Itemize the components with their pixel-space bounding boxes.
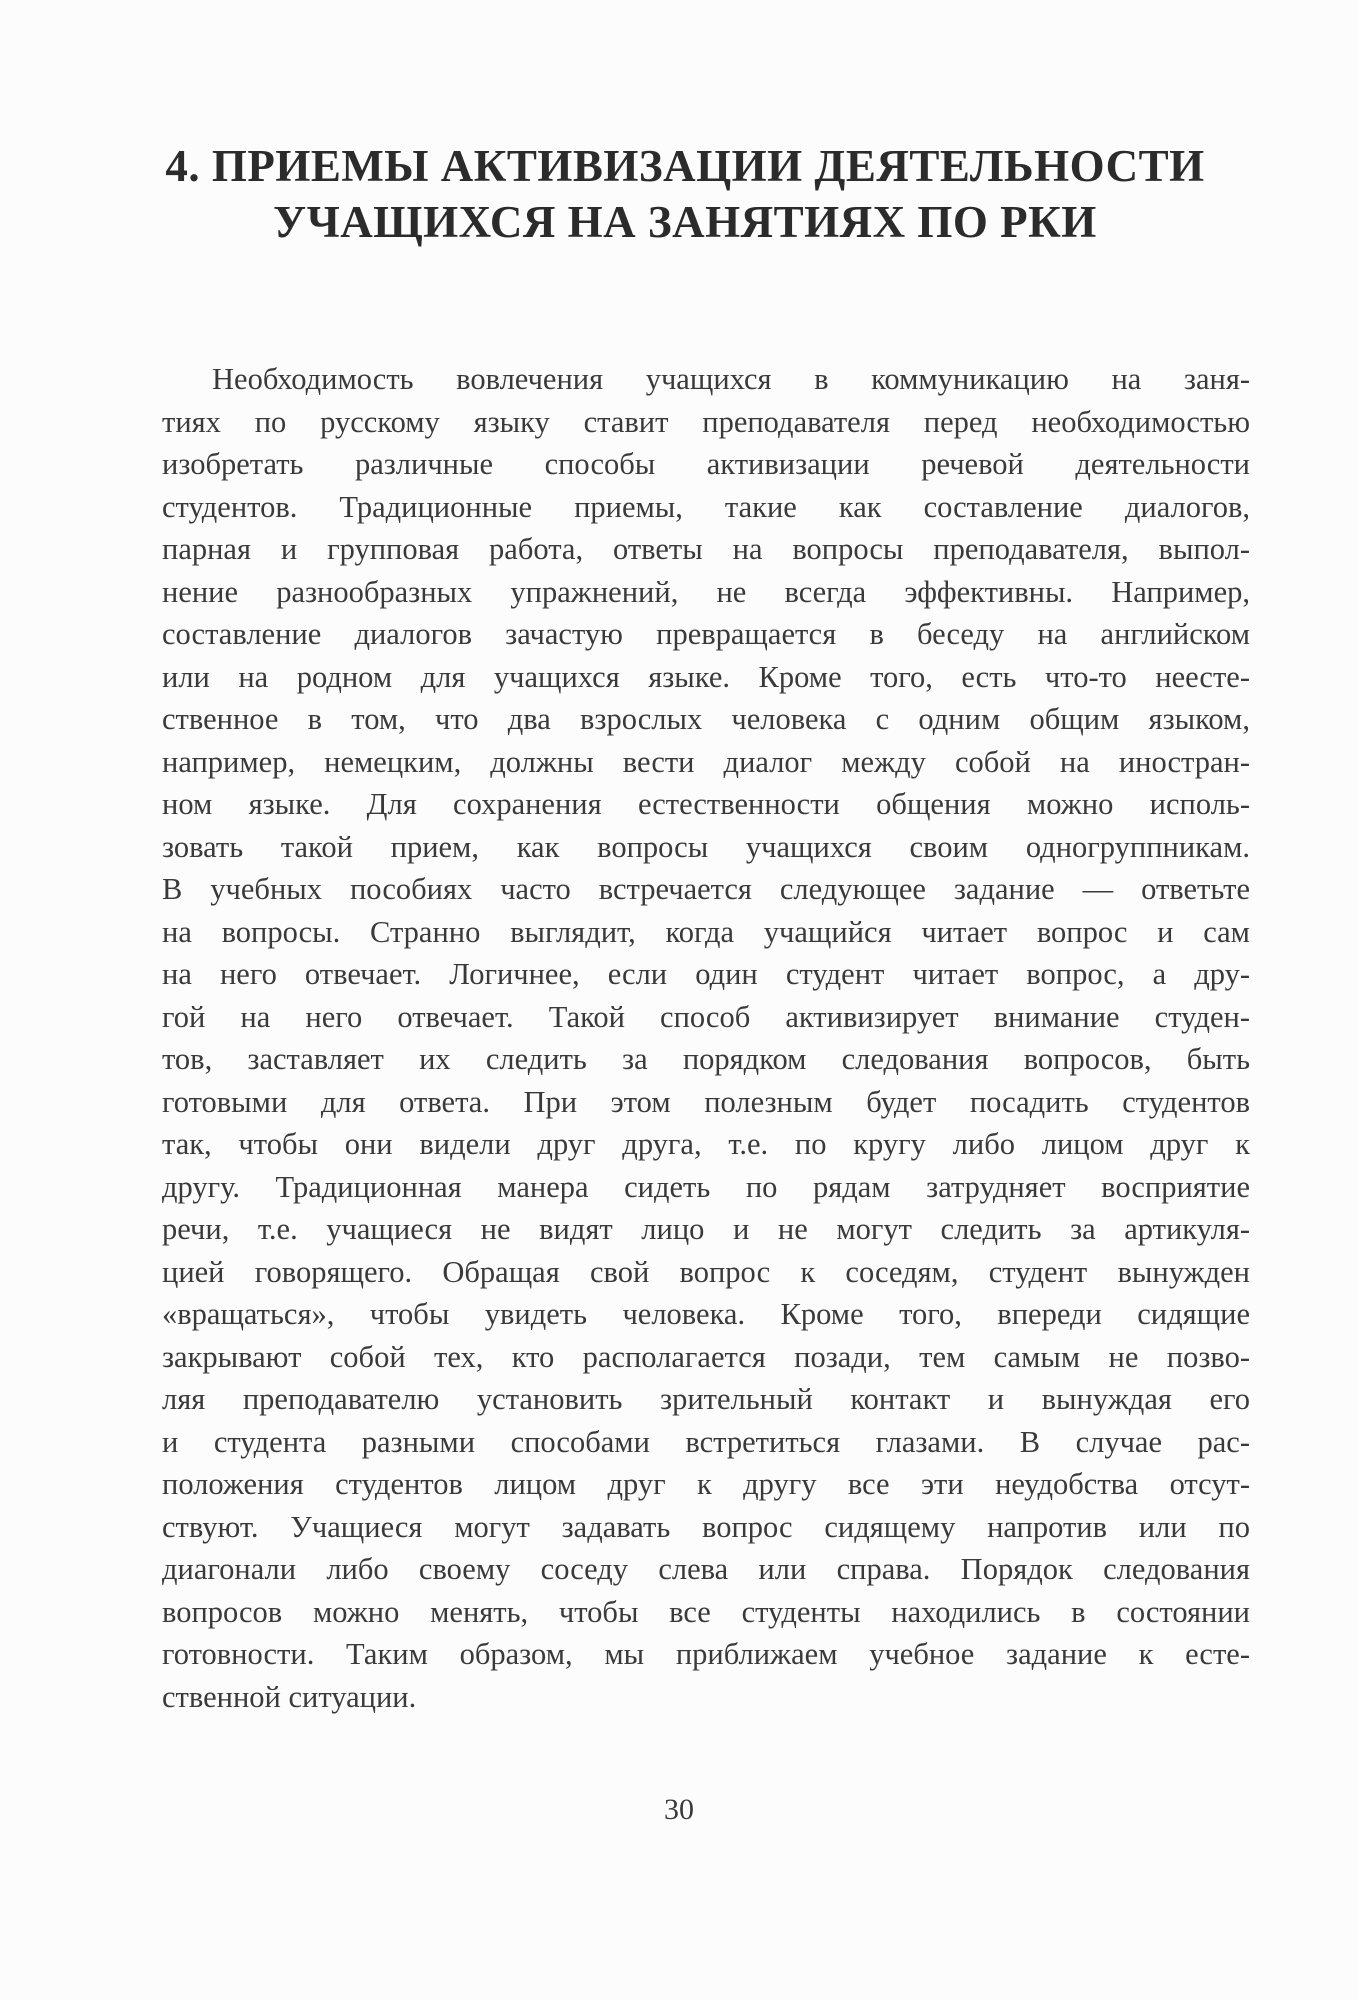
chapter-heading-line-1: 4. ПРИЕМЫ АКТИВИЗАЦИИ ДЕЯТЕЛЬНОСТИ [165, 141, 1205, 191]
text-line: ственной ситуации. [162, 1679, 417, 1714]
text-line: речи, т.е. учащиеся не видят лицо и не могут следить за артикуля- [162, 1212, 1250, 1246]
text-line: на вопросы. Странно выглядит, когда учащийся читает вопрос и сам [162, 914, 1250, 949]
body-paragraph [162, 358, 1250, 1718]
text-line: Необходимость вовлечения учащихся в коммуникацию на заня- [212, 362, 1250, 396]
chapter-heading [150, 138, 1220, 250]
text-line: на него отвечает. Логичнее, если один студент читает вопрос, а дру- [162, 957, 1250, 991]
text-line: ляя преподавателю установить зрительный контакт и вынуждая его [162, 1382, 1250, 1416]
text-line: ственное в том, что два взрослых человека с одним общим языком, [162, 702, 1250, 736]
text-line: составление диалогов зачастую превращается в беседу на английском [162, 617, 1250, 651]
text-line: готовыми для ответа. При этом полезным будет посадить студентов [162, 1084, 1250, 1119]
text-line: ствуют. Учащиеся могут задавать вопрос сидящему напротив или по [162, 1509, 1250, 1544]
text-line: другу. Традиционная манера сидеть по рядам затрудняет восприятие [162, 1169, 1250, 1204]
text-line: студентов. Традиционные приемы, такие как составление диалогов, [162, 489, 1250, 524]
text-line: зовать такой прием, как вопросы учащихся своим одногруппникам. [162, 829, 1250, 864]
text-line: и студента разными способами встретиться глазами. В случае рас- [162, 1424, 1250, 1459]
text-line: тов, заставляет их следить за порядком следования вопросов, быть [162, 1042, 1250, 1076]
text-line: парная и групповая работа, ответы на вопросы преподавателя, выпол- [162, 532, 1250, 566]
page-number: 30 [664, 1793, 694, 1826]
text-line: готовности. Таким образом, мы приближаем учебное задание к есте- [162, 1637, 1250, 1671]
text-line: закрывают собой тех, кто располагается позади, тем самым не позво- [162, 1339, 1250, 1374]
text-line: В учебных пособиях часто встречается следующее задание — ответьте [162, 872, 1250, 906]
text-line: гой на него отвечает. Такой способ активизирует внимание студен- [162, 999, 1250, 1034]
text-line: вопросов можно менять, чтобы все студенты находились в состоянии [162, 1594, 1250, 1629]
text-line: нение разнообразных упражнений, не всегда эффективны. Например, [162, 574, 1250, 609]
text-line: так, чтобы они видели друг друга, т.е. по кругу либо лицом друг к [162, 1127, 1250, 1161]
text-line: тиях по русскому языку ставит преподавателя перед необходимостью [162, 404, 1250, 439]
text-line: или на родном для учащихся языке. Кроме того, есть что-то неесте- [162, 659, 1250, 694]
text-line: ном языке. Для сохранения естественности общения можно исполь- [162, 787, 1250, 821]
text-line: изобретать различные способы активизации речевой деятельности [162, 447, 1250, 481]
text-line: «вращаться», чтобы увидеть человека. Кроме того, впереди сидящие [162, 1297, 1250, 1331]
text-line: например, немецким, должны вести диалог между собой на иностран- [162, 744, 1250, 779]
text-line: положения студентов лицом друг к другу все эти неудобства отсут- [162, 1467, 1250, 1501]
chapter-heading-line-2: УЧАЩИХСЯ НА ЗАНЯТИЯХ ПО РКИ [273, 197, 1097, 247]
text-line: цией говорящего. Обращая свой вопрос к соседям, студент вынужден [162, 1254, 1250, 1289]
text-line: диагонали либо своему соседу слева или справа. Порядок следования [162, 1552, 1250, 1586]
